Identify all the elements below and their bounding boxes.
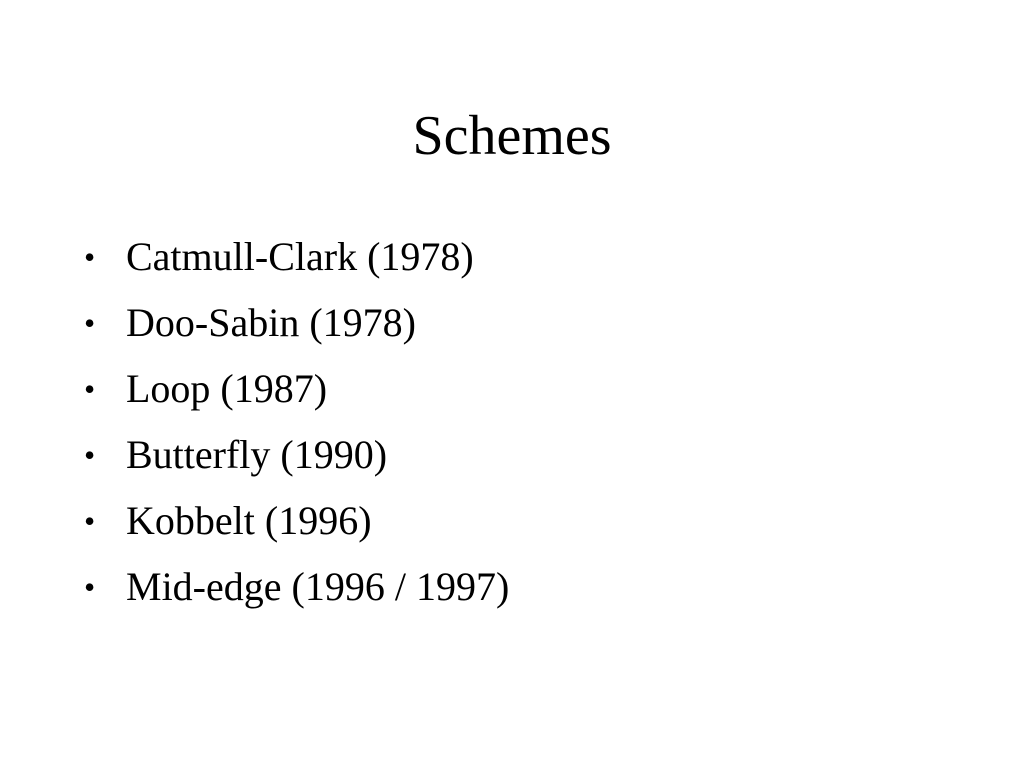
list-item-text: Doo-Sabin (1978) xyxy=(126,300,416,345)
bullet-icon: • xyxy=(84,371,96,407)
bullet-icon: • xyxy=(84,503,96,539)
list-item xyxy=(84,556,509,622)
list-item-text: Kobbelt (1996) xyxy=(126,498,372,543)
bullet-icon: • xyxy=(84,305,96,341)
list-item-text: Catmull-Clark (1978) xyxy=(126,234,474,279)
slide-title: Schemes xyxy=(412,105,612,167)
list-item xyxy=(84,424,509,490)
list-item-text: Butterfly (1990) xyxy=(126,432,388,477)
list-item xyxy=(84,226,509,292)
list-item xyxy=(84,292,509,358)
list-item xyxy=(84,490,509,556)
list-item xyxy=(84,358,509,424)
bullet-icon: • xyxy=(84,437,96,473)
list-item-text: Loop (1987) xyxy=(126,366,328,411)
list-item-text: Mid-edge (1996 / 1997) xyxy=(126,564,510,609)
bullet-icon: • xyxy=(84,569,96,605)
bullet-icon: • xyxy=(84,239,96,275)
bullet-list xyxy=(84,226,509,622)
